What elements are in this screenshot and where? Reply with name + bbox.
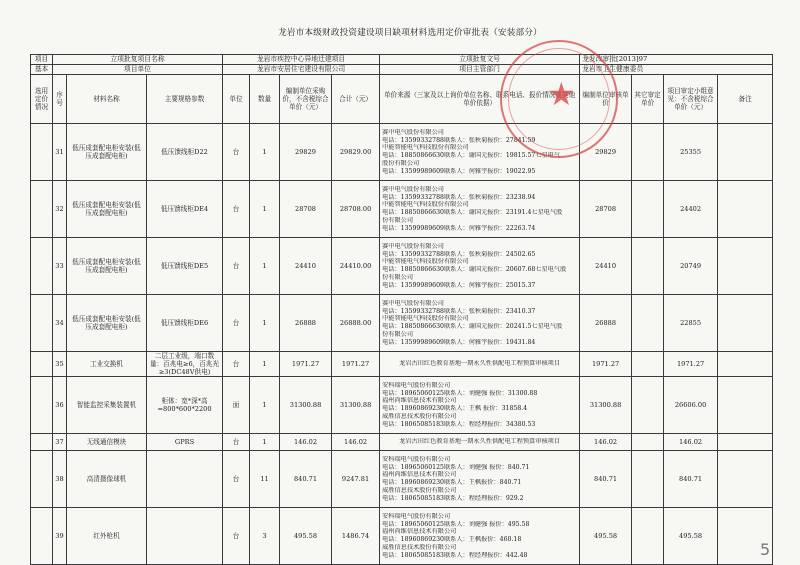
cell-total: 9247.81 <box>332 451 380 508</box>
source-line: 中能智能电气科技股份有限公司 <box>382 144 469 152</box>
cell-material: 低压成套配电柜安装(低压成套配电柜) <box>67 295 147 352</box>
cell-seq: 35 <box>53 352 67 377</box>
cell-other-price <box>632 352 664 377</box>
cell-qty: 1 <box>250 295 280 352</box>
cell-team-price: 20749 <box>664 238 718 295</box>
cell-price: 840.71 <box>280 451 332 508</box>
cell-spec: GPRS <box>147 434 223 451</box>
cell-price: 28708 <box>280 181 332 238</box>
header-budget-price: 编制单位采购价，不含税综合单价（元） <box>280 75 332 124</box>
cell-team-price: 24402 <box>664 181 718 238</box>
cell-seq: 31 <box>53 124 67 181</box>
cell-unit: 台 <box>223 508 250 565</box>
cell-remark <box>718 377 773 434</box>
source-line: 电话：18850866630联系人：谢国元报价：23191.4七星电气股 <box>382 209 563 216</box>
cell-selection <box>31 181 53 238</box>
source-line: 电话：13599332788联系人：张秋菊报价：27841.59 <box>382 136 536 144</box>
cell-seq: 34 <box>53 295 67 352</box>
cell-total: 28708.00 <box>332 181 380 238</box>
cell-qty: 1 <box>250 352 280 377</box>
cell-selection <box>31 377 53 434</box>
cell-seq: 38 <box>53 451 67 508</box>
cell-other-price <box>632 434 664 451</box>
source-line: 电话：18965060125联系人：刘健强 报价：31300.88 <box>382 389 538 397</box>
source-line: 电话：13599332788联系人：张秋菊报价：23238.94 <box>382 193 536 201</box>
cell-team-price: 840.71 <box>664 451 718 508</box>
cell-unit: 台 <box>223 238 250 295</box>
cell-source <box>380 451 580 508</box>
cell-spec: 柜体：宽*深*高=800*600*2200 <box>147 377 223 434</box>
cell-audit-price: 24410 <box>580 238 632 295</box>
cell-other-price <box>632 238 664 295</box>
cell-selection <box>31 295 53 352</box>
cell-unit: 面 <box>223 377 250 434</box>
cell-qty: 1 <box>250 181 280 238</box>
cell-spec <box>147 451 223 508</box>
cell-spec: 低压馈线柜D22 <box>147 124 223 181</box>
cell-remark <box>718 352 773 377</box>
cell-qty: 1 <box>250 377 280 434</box>
dept-label: 项目主管部门 <box>380 65 580 75</box>
cell-source <box>380 434 580 451</box>
cell-source <box>380 124 580 181</box>
header-total: 合计（元） <box>332 75 380 124</box>
source-line: 电话：13599332788联系人：张秋菊报价：24502.65 <box>382 250 536 258</box>
cell-remark <box>718 181 773 238</box>
source-line: 威胜信息技术股份有限公司 <box>382 486 457 494</box>
header-remark: 备注 <box>718 75 773 124</box>
seal-star-icon: ★ <box>547 75 576 113</box>
cell-material: 智能监控采集装置机 <box>67 377 147 434</box>
cell-other-price <box>632 181 664 238</box>
source-line: 电话：18065085183联系人：程经理报价：34380.53 <box>382 420 536 428</box>
approval-table <box>30 54 773 565</box>
cell-remark <box>718 295 773 352</box>
source-line: 安科瑞电气股份有限公司 <box>382 381 451 389</box>
cell-qty: 1 <box>250 238 280 295</box>
source-line: 电话：18960869230联系人：王枫报价：840.71 <box>382 479 522 487</box>
cell-qty: 1 <box>250 434 280 451</box>
cell-qty: 1 <box>250 124 280 181</box>
source-line: 电话：13599332788联系人：张秋菊报价：23410.37 <box>382 307 536 315</box>
cell-selection <box>31 238 53 295</box>
source-line: 电话：18065085183联系人：程经理报价：442.48 <box>382 551 528 559</box>
cell-material: 红外枪机 <box>67 508 147 565</box>
cell-total: 24410.00 <box>332 238 380 295</box>
cell-seq: 39 <box>53 508 67 565</box>
header-material: 材料名称 <box>67 75 147 124</box>
table-row <box>31 238 773 295</box>
table-row <box>31 352 773 377</box>
cell-price: 24410 <box>280 238 332 295</box>
unit-label: 项目单位 <box>53 65 223 75</box>
cell-spec: 低压馈线柜DE4 <box>147 181 223 238</box>
header-unit: 单位 <box>223 75 250 124</box>
cell-source <box>380 508 580 565</box>
source-line: 电话：18960869230联系人：王枫 报价：31858.4 <box>382 405 528 413</box>
source-line: 电话：13599989609联系人：何雅宇报价：19431.84 <box>382 338 536 346</box>
header-qty: 数量 <box>250 75 280 124</box>
cell-remark <box>718 238 773 295</box>
source-line: 电话：18850866630联系人：谢国元报价：20607.68七星电气股 <box>382 266 567 273</box>
cell-qty: 11 <box>250 451 280 508</box>
label-basic: 基本 <box>31 65 53 75</box>
column-header-row <box>31 75 773 124</box>
cell-remark <box>718 434 773 451</box>
source-line: 份有限公司 <box>382 273 414 281</box>
unit-name: 龙岩市安居住宅建设有限公司 <box>223 65 380 75</box>
cell-remark <box>718 124 773 181</box>
cell-selection <box>31 508 53 565</box>
source-line: 中能智能电气科技股份有限公司 <box>382 258 469 266</box>
source-line: 电话：18965060125联系人：刘健强 报价：495.58 <box>382 520 530 528</box>
project-name: 龙岩市疾控中心异地迁建项目 <box>223 55 380 65</box>
cell-audit-price: 146.02 <box>580 434 632 451</box>
cell-team-price: 146.02 <box>664 434 718 451</box>
cell-total: 29829.00 <box>332 124 380 181</box>
cell-selection <box>31 451 53 508</box>
source-line: 安科瑞电气股份有限公司 <box>382 512 451 520</box>
cell-total: 146.02 <box>332 434 380 451</box>
source-line: 电话：18960869230联系人：王枫报价：460.18 <box>382 536 522 544</box>
cell-source <box>380 352 580 377</box>
cell-unit: 台 <box>223 181 250 238</box>
project-name-label: 立项批复项目名称 <box>53 55 223 65</box>
source-line: 赛中电气股份有限公司 <box>382 185 444 193</box>
cell-unit: 台 <box>223 124 250 181</box>
source-line: 龙岩古田红色教育基地一期永久性供配电工程预算审核项目 <box>399 360 561 368</box>
cell-audit-price: 26888 <box>580 295 632 352</box>
source-line: 福州尚维信息技术有限公司 <box>382 471 457 479</box>
source-line: 威胜信息技术股份有限公司 <box>382 412 457 420</box>
source-line: 福州尚维信息技术有限公司 <box>382 397 457 405</box>
cell-other-price <box>632 451 664 508</box>
cell-other-price <box>632 295 664 352</box>
source-line: 赛中电气股份有限公司 <box>382 128 444 136</box>
cell-source <box>380 181 580 238</box>
table-row <box>31 295 773 352</box>
cell-unit: 台 <box>223 451 250 508</box>
cell-price: 26888 <box>280 295 332 352</box>
cell-unit: 台 <box>223 295 250 352</box>
cell-audit-price: 28708 <box>580 181 632 238</box>
cell-price: 29829 <box>280 124 332 181</box>
cell-price: 31300.88 <box>280 377 332 434</box>
source-line: 电话：18850866630联系人：谢国元报价：20241.5七星电气股 <box>382 323 563 330</box>
info-row-unit <box>31 65 773 75</box>
label-project: 项目 <box>31 55 53 65</box>
doc-no-label: 立项批复文号 <box>380 55 580 65</box>
source-line: 股份有限公司 <box>382 159 420 167</box>
cell-audit-price: 1971.27 <box>580 352 632 377</box>
cell-total: 26888.00 <box>332 295 380 352</box>
source-line: 电话：13599989609联系人：何雅宇报价：25015.37 <box>382 281 536 289</box>
cell-total: 1971.27 <box>332 352 380 377</box>
info-row-project <box>31 55 773 65</box>
cell-source <box>380 238 580 295</box>
source-line: 龙岩古田红色教育基地一期永久性供配电工程预算审核项目 <box>399 438 561 446</box>
header-seq: 序号 <box>53 75 67 124</box>
cell-material: 低压成套配电柜安装(低压成套配电柜) <box>67 181 147 238</box>
source-line: 份有限公司 <box>382 330 414 338</box>
header-other-price: 其它审定单价 <box>632 75 664 124</box>
source-line: 电话：18965060125联系人：刘健强 报价：840.71 <box>382 463 530 471</box>
cell-audit-price: 31300.88 <box>580 377 632 434</box>
cell-selection <box>31 352 53 377</box>
cell-source <box>380 377 580 434</box>
cell-material: 高清摄像球机 <box>67 451 147 508</box>
header-audit-price: 编制单位审核单价 <box>580 75 632 124</box>
cell-seq: 33 <box>53 238 67 295</box>
cell-spec: 低压馈线柜DE6 <box>147 295 223 352</box>
cell-unit: 台 <box>223 352 250 377</box>
table-row <box>31 508 773 565</box>
cell-team-price: 22855 <box>664 295 718 352</box>
cell-other-price <box>632 377 664 434</box>
table-row <box>31 181 773 238</box>
cell-other-price <box>632 124 664 181</box>
cell-material: 低压成套配电柜安装(低压成套配电柜) <box>67 238 147 295</box>
document-title: 龙岩市本级财政投资建设项目缺项材料选用定价审批表（安装部分） <box>278 28 542 38</box>
cell-team-price: 26606.00 <box>664 377 718 434</box>
cell-material: 工业交换机 <box>67 352 147 377</box>
header-spec: 主要规格参数 <box>147 75 223 124</box>
cell-price: 1971.27 <box>280 352 332 377</box>
cell-qty: 3 <box>250 508 280 565</box>
cell-selection <box>31 434 53 451</box>
source-line: 福州尚维信息技术有限公司 <box>382 528 457 536</box>
source-line: 电话：13599989609联系人：何雅宇报价：22263.74 <box>382 224 536 232</box>
header-source: 单价来源（三家及以上询价单位名称、联系电话、报价情况或其他单价依据） <box>380 75 580 124</box>
header-team-price: 项目审定小组意见：不含税综合单价（元） <box>664 75 718 124</box>
cell-spec: 二层工业级，端口数量：百兆电≥6，百兆光≥3(DC48V供电) <box>147 352 223 377</box>
page-number: 5 <box>760 540 771 559</box>
cell-material: 无线通信模块 <box>67 434 147 451</box>
dept-name: 龙岩市卫生健康委员 <box>580 65 773 75</box>
source-line: 安科瑞电气股份有限公司 <box>382 455 451 463</box>
table-row <box>31 377 773 434</box>
table-row <box>31 124 773 181</box>
source-line: 电话：18850866630联系人：谢国元报价：19815.57七星电气 <box>382 152 561 159</box>
cell-total: 1486.74 <box>332 508 380 565</box>
cell-material: 低压成套配电柜安装(低压成套配电柜) <box>67 124 147 181</box>
cell-audit-price: 840.71 <box>580 451 632 508</box>
source-line: 电话：13599989609联系人：何雅宇报价：19022.95 <box>382 167 536 175</box>
source-line: 赛中电气股份有限公司 <box>382 299 444 307</box>
table-row <box>31 451 773 508</box>
source-line: 电话：18065085183联系人：程经理报价：929.2 <box>382 494 524 502</box>
table-body <box>31 124 773 565</box>
cell-selection <box>31 124 53 181</box>
cell-spec <box>147 508 223 565</box>
cell-remark <box>718 451 773 508</box>
cell-team-price: 1971.27 <box>664 352 718 377</box>
table-row <box>31 434 773 451</box>
source-line: 中能智能电气科技股份有限公司 <box>382 201 469 209</box>
source-line: 赛中电气股份有限公司 <box>382 242 444 250</box>
cell-source <box>380 295 580 352</box>
cell-audit-price: 29829 <box>580 124 632 181</box>
source-line: 份有限公司 <box>382 216 414 224</box>
cell-seq: 32 <box>53 181 67 238</box>
cell-price: 146.02 <box>280 434 332 451</box>
doc-no: 龙发改审批[2013]97 <box>580 55 773 65</box>
cell-team-price: 495.58 <box>664 508 718 565</box>
header-selection: 选用定价情况 <box>31 75 53 124</box>
cell-team-price: 25355 <box>664 124 718 181</box>
source-line: 中能智能电气科技股份有限公司 <box>382 315 469 323</box>
cell-spec: 低压馈线柜DE5 <box>147 238 223 295</box>
cell-other-price <box>632 508 664 565</box>
cell-audit-price: 495.58 <box>580 508 632 565</box>
cell-seq: 36 <box>53 377 67 434</box>
source-line: 威胜信息技术股份有限公司 <box>382 543 457 551</box>
cell-unit: 台 <box>223 434 250 451</box>
cell-total: 31300.88 <box>332 377 380 434</box>
cell-seq: 37 <box>53 434 67 451</box>
cell-price: 495.58 <box>280 508 332 565</box>
